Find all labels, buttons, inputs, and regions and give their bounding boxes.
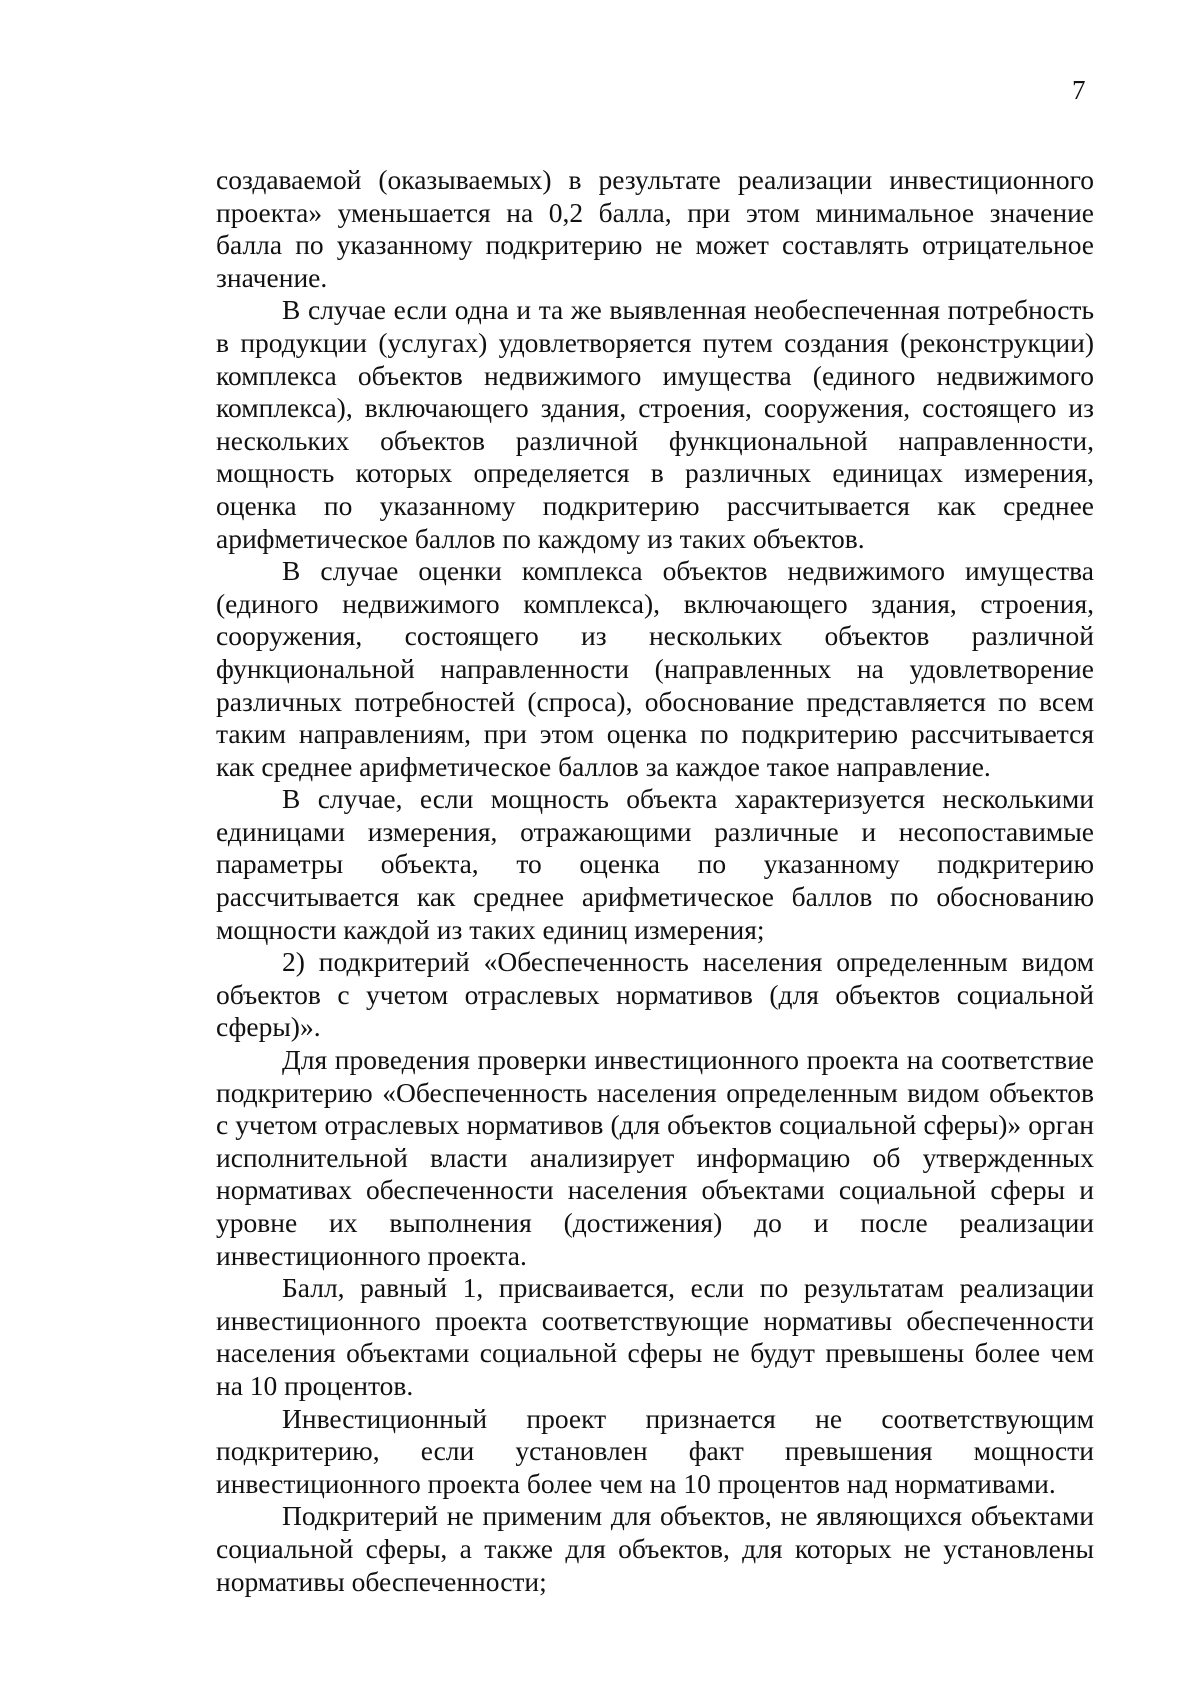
paragraph-5: 2) подкритерий «Обеспеченность населения определенным видом объектов с учетом отраслевых нормативов (для объектов социальной сферы)». (216, 946, 1094, 1043)
paragraph-1: создаваемой (оказываемых) в результате реализации инвестиционного проекта» уменьшается на 0,2 балла, при этом минимальное значение балла по указанному подкритерию не может составлять отрицательное значение. (216, 164, 1094, 293)
paragraph-3: В случае оценки комплекса объектов недвижимого имущества (единого недвижимого комплекса), включающего здания, строения, сооружения, состоящего из нескольких объектов различной функциональной направленности (направленных на удовлетворение различных потребностей (спроса), обоснование представляется по всем таким направлениям, при этом оценка по подкритерию рассчитывается как среднее арифметическое баллов за каждое такое направление. (216, 555, 1094, 782)
paragraph-8: Инвестиционный проект признается не соответствующим подкритерию, если установлен факт превышения мощности инвестиционного проекта более чем на 10 процентов над нормативами. (216, 1402, 1094, 1499)
paragraph-6: Для проведения проверки инвестиционного проекта на соответствие подкритерию «Обеспеченность населения определенным видом объектов с учетом отраслевых нормативов (для объектов социальной сферы)» орган исполнительной власти анализирует информацию об утвержденных нормативах обеспеченности населения объектами социальной сферы и уровне их выполнения (достижения) до и после реализации инвестиционного проекта. (216, 1044, 1094, 1271)
paragraph-2: В случае если одна и та же выявленная необеспеченная потребность в продукции (услугах) удовлетворяется путем создания (реконструкции) комплекса объектов недвижимого имущества (единого недвижимого комплекса), включающего здания, строения, сооружения, состоящего из нескольких объектов различной функциональной направленности, мощность которых определяется в различных единицах измерения, оценка по указанному подкритерию рассчитывается как среднее арифметическое баллов по каждому из таких объектов. (216, 294, 1094, 554)
paragraph-9: Подкритерий не применим для объектов, не являющихся объектами социальной сферы, а также для объектов, для которых не установлены нормативы обеспеченности; (216, 1500, 1094, 1597)
page-number: 7 (1072, 75, 1086, 105)
paragraph-7: Балл, равный 1, присваивается, если по результатам реализации инвестиционного проекта соответствующие нормативы обеспеченности населения объектами социальной сферы не будут превышены более чем на 10 процентов. (216, 1272, 1094, 1401)
document-body (216, 164, 1094, 1598)
paragraph-4: В случае, если мощность объекта характеризуется несколькими единицами измерения, отражающими различные и несопоставимые параметры объекта, то оценка по указанному подкритерию рассчитывается как среднее арифметическое баллов по обоснованию мощности каждой из таких единиц измерения; (216, 783, 1094, 945)
